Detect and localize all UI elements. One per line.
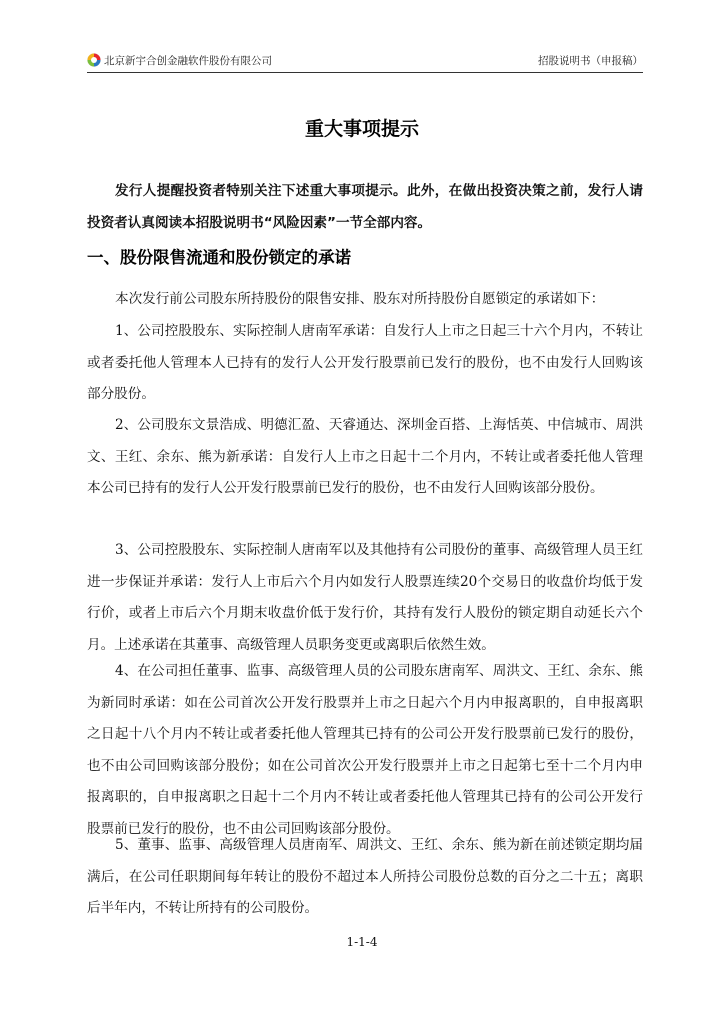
commitment-item-5: 5、董事、监事、高级管理人员唐南军、周洪文、王红、余东、熊为新在前述锁定期均届满后，在公司任职期间每年转让的股份不超过本人所持公司股份总数的百分之二十五；离职后半年内，不转让所持有的公司股份。	[87, 837, 643, 916]
page-number: 1-1-4	[346, 935, 378, 949]
page-header	[87, 50, 643, 72]
commitment-item-3: 3、公司控股股东、实际控制人唐南军以及其他持有公司股份的董事、高级管理人员王红进一步保证并承诺：发行人上市后六个月内如发行人股票连续20个交易日的收盘价均低于发行价，或者上市后六个月期末收盘价低于发行价，其持有发行人股份的锁定期自动延长六个月。上述承诺在其董事、高级管理人员职务变更或离职后依然生效。	[87, 542, 643, 653]
company-name: 北京新宇合创金融软件股份有限公司	[104, 55, 272, 67]
header-divider	[87, 72, 643, 73]
company-logo-icon	[87, 53, 101, 67]
section-intro: 本次发行前公司股东所持股份的限售安排、股东对所持股份自愿锁定的承诺如下：	[115, 291, 605, 307]
lead-paragraph: 发行人提醒投资者特别关注下述重大事项提示。此外，在做出投资决策之前，发行人请投资者认真阅读本招股说明书“风险因素”一节全部内容。	[87, 183, 643, 231]
section-heading: 一、股份限售流通和股份锁定的承诺	[87, 248, 351, 267]
document-type: 招股说明书（申报稿）	[538, 55, 643, 67]
commitment-item-2: 2、公司股东文景浩成、明德汇盈、天睿通达、深圳金百搭、上海恬英、中信城市、周洪文、王红、余东、熊为新承诺：自发行人上市之日起十二个月内，不转让或者委托他人管理本公司已持有的发行人公开发行股票前已发行的股份，也不由发行人回购该部分股份。	[87, 417, 643, 496]
page-title: 重大事项提示	[304, 118, 419, 140]
commitment-item-4: 4、在公司担任董事、监事、高级管理人员的公司股东唐南军、周洪文、王红、余东、熊为新同时承诺：如在公司首次公开发行股票并上市之日起六个月内申报离职的，自申报离职之日起十八个月内不转让或者委托他人管理其已持有的公司公开发行股票前已发行的股份，也不由公司回购该部分股份；如在公司首次公开发行股票并上市之日起第七至十二个月内申报离职的，自申报离职之日起十二个月内不转让或者委托他人管理其已持有的公司公开发行股票前已发行的股份，也不由公司回购该部分股份。	[87, 663, 643, 837]
commitment-item-1: 1、公司控股股东、实际控制人唐南军承诺：自发行人上市之日起三十六个月内，不转让或者委托他人管理本人已持有的发行人公开发行股票前已发行的股份，也不由发行人回购该部分股份。	[87, 323, 643, 402]
